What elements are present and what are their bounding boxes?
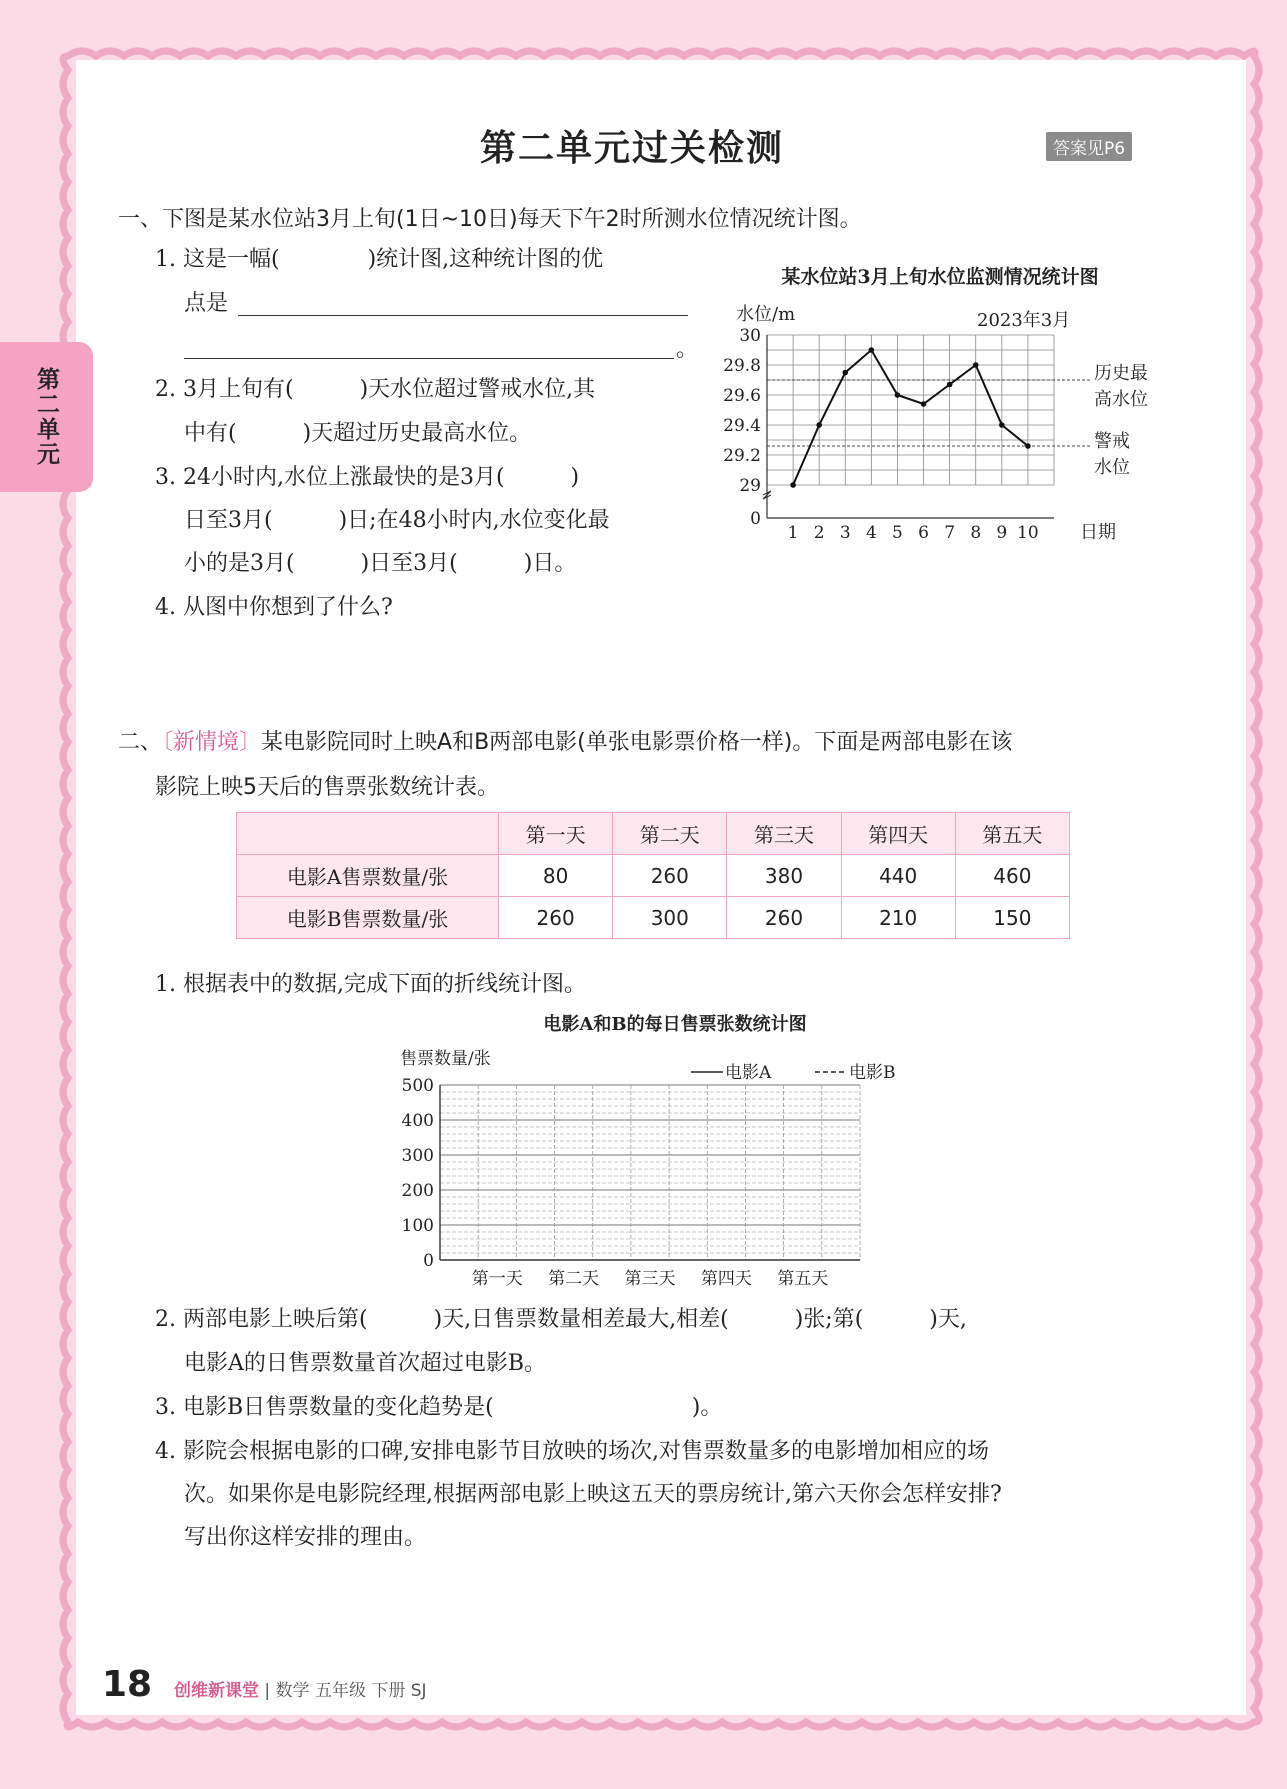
legend-a-label: 电影A	[725, 1063, 772, 1083]
data-point	[790, 482, 796, 488]
table-cell: 150	[955, 897, 1069, 939]
y-tick-label: 500	[401, 1076, 434, 1096]
chart2-ylabel: 售票数量/张	[400, 1049, 491, 1069]
y-tick-label: 200	[401, 1181, 434, 1201]
y-tick-label: 29.4	[723, 416, 761, 436]
table-header-cell	[237, 813, 499, 855]
ref-label-line2: 水位	[1094, 457, 1130, 478]
chart1-title: 某水位站3月上旬水位监测情况统计图	[781, 266, 1099, 288]
table-cell: 440	[841, 855, 955, 897]
unit-side-tab	[0, 342, 93, 492]
data-point	[816, 422, 822, 428]
s1-question-1-line2: 点是	[184, 291, 229, 316]
table-header-cell: 第四天	[841, 813, 955, 855]
x-tick-label: 10	[1017, 523, 1039, 543]
table-cell: 210	[841, 897, 955, 939]
page-title: 第二单元过关检测	[480, 128, 785, 169]
s2-question-2-line2: 电影A的日售票数量首次超过电影B。	[184, 1351, 547, 1376]
water-level-line	[793, 350, 1028, 485]
ticket-sales-chart	[395, 1010, 925, 1310]
answer-line	[238, 315, 688, 316]
s1-question-3-line2: 日至3月( )日;在48小时内,水位变化最	[184, 508, 610, 533]
s2-question-1: 1. 根据表中的数据,完成下面的折线统计图。	[155, 972, 586, 997]
x-tick-label: 第二天	[548, 1269, 600, 1289]
section2-heading-line2: 影院上映5天后的售票张数统计表。	[155, 775, 499, 800]
book-info: | 数学 五年级 下册 SJ	[264, 1681, 427, 1701]
s1-question-3-line1: 3. 24小时内,水位上涨最快的是3月( )	[155, 465, 580, 490]
section2-heading	[118, 725, 1012, 756]
x-tick-label: 4	[865, 523, 877, 543]
section2-prefix: 二、	[118, 730, 163, 755]
table-cell: 80	[499, 855, 613, 897]
data-point	[895, 392, 901, 398]
y-tick-label: 29	[739, 476, 761, 496]
data-point	[973, 362, 979, 368]
new-context-tag: 〔新情境〕	[162, 730, 262, 755]
answer-line	[184, 358, 674, 359]
chart2-title: 电影A和B的每日售票张数统计图	[543, 1014, 807, 1035]
s1-question-1-line1: 1. 这是一幅( )统计图,这种统计图的优	[155, 247, 604, 272]
page-number: 18	[102, 1664, 153, 1705]
table-row-label: 电影A售票数量/张	[237, 855, 499, 897]
table-cell: 260	[499, 897, 613, 939]
s2-question-4-line2: 次。如果你是电影院经理,根据两部电影上映这五天的票房统计,第六天你会怎样安排?	[184, 1482, 1002, 1507]
ref-label-line1: 警戒	[1094, 431, 1130, 452]
x-tick-label: 9	[996, 523, 1008, 543]
data-point	[921, 401, 927, 407]
x-tick-label: 1	[787, 523, 799, 543]
table-header-cell: 第五天	[955, 813, 1069, 855]
ref-label-line2: 高水位	[1094, 389, 1148, 410]
table-cell: 260	[613, 855, 727, 897]
table-header-cell: 第三天	[727, 813, 841, 855]
data-point	[1025, 443, 1031, 449]
s2-question-4-line1: 4. 影院会根据电影的口碑,安排电影节目放映的场次,对售票数量多的电影增加相应的场	[155, 1439, 989, 1464]
brand-name: 创维新课堂	[174, 1681, 259, 1701]
y-tick-label: 400	[401, 1111, 434, 1131]
x-tick-label: 5	[892, 523, 903, 543]
water-level-chart	[712, 260, 1172, 550]
table-header-row	[237, 813, 1070, 855]
table-header-cell: 第二天	[613, 813, 727, 855]
y-tick-label: 30	[739, 326, 761, 346]
ticket-sales-table	[236, 812, 1070, 939]
answer-badge: 答案见P6	[1046, 132, 1132, 161]
data-point	[999, 422, 1005, 428]
x-tick-label: 第三天	[624, 1269, 676, 1289]
footer-text	[174, 1676, 427, 1701]
x-tick-label: 第四天	[700, 1269, 752, 1289]
table-row-label: 电影B售票数量/张	[237, 897, 499, 939]
s1-question-1-end: 。	[676, 337, 699, 362]
legend-b-label: 电影B	[849, 1063, 896, 1083]
chart1-xlabel: 日期	[1080, 522, 1116, 543]
y-tick-label: 29.2	[723, 446, 761, 466]
table-row	[237, 897, 1070, 939]
table-cell: 260	[727, 897, 841, 939]
x-tick-label: 第五天	[777, 1269, 829, 1289]
unit-side-tab-label: 第二单元	[33, 367, 59, 467]
data-point	[842, 370, 848, 376]
s2-question-2-line1: 2. 两部电影上映后第( )天,日售票数量相差最大,相差( )张;第( )天,	[155, 1307, 967, 1332]
x-tick-label: 6	[918, 523, 929, 543]
ref-label-line1: 历史最	[1094, 363, 1148, 384]
s1-question-2-line2: 中有( )天超过历史最高水位。	[184, 421, 532, 446]
data-point	[947, 382, 953, 388]
y-tick-label: 29.6	[723, 386, 761, 406]
x-tick-label: 2	[813, 523, 825, 543]
x-tick-label: 3	[839, 523, 851, 543]
table-cell: 300	[613, 897, 727, 939]
section2-heading-text: 某电影院同时上映A和B两部电影(单张电影票价格一样)。下面是两部电影在该	[261, 730, 1013, 755]
table-header-cell: 第一天	[499, 813, 613, 855]
table-cell: 380	[727, 855, 841, 897]
x-tick-label: 7	[944, 523, 956, 543]
y-tick-label: 29.8	[723, 356, 761, 376]
s2-question-3: 3. 电影B日售票数量的变化趋势是( )。	[155, 1395, 723, 1420]
y-tick-label: 0	[750, 509, 761, 529]
x-tick-label: 8	[970, 523, 982, 543]
y-tick-label: 100	[401, 1216, 434, 1236]
y-tick-label: 300	[401, 1146, 434, 1166]
s1-question-4: 4. 从图中你想到了什么?	[155, 595, 393, 620]
y-tick-label: 0	[423, 1251, 434, 1271]
s1-question-3-line3: 小的是3月( )日至3月( )日。	[184, 551, 577, 576]
s2-question-4-line3: 写出你这样安排的理由。	[184, 1525, 427, 1550]
s1-question-2-line1: 2. 3月上旬有( )天水位超过警戒水位,其	[155, 377, 596, 402]
section1-heading: 一、下图是某水位站3月上旬(1日~10日)每天下午2时所测水位情况统计图。	[118, 207, 862, 232]
table-cell: 460	[955, 855, 1069, 897]
chart1-ylabel: 水位/m	[736, 304, 796, 325]
table-row	[237, 855, 1070, 897]
data-point	[869, 347, 875, 353]
chart1-date-note: 2023年3月	[977, 310, 1071, 331]
x-tick-label: 第一天	[471, 1269, 523, 1289]
